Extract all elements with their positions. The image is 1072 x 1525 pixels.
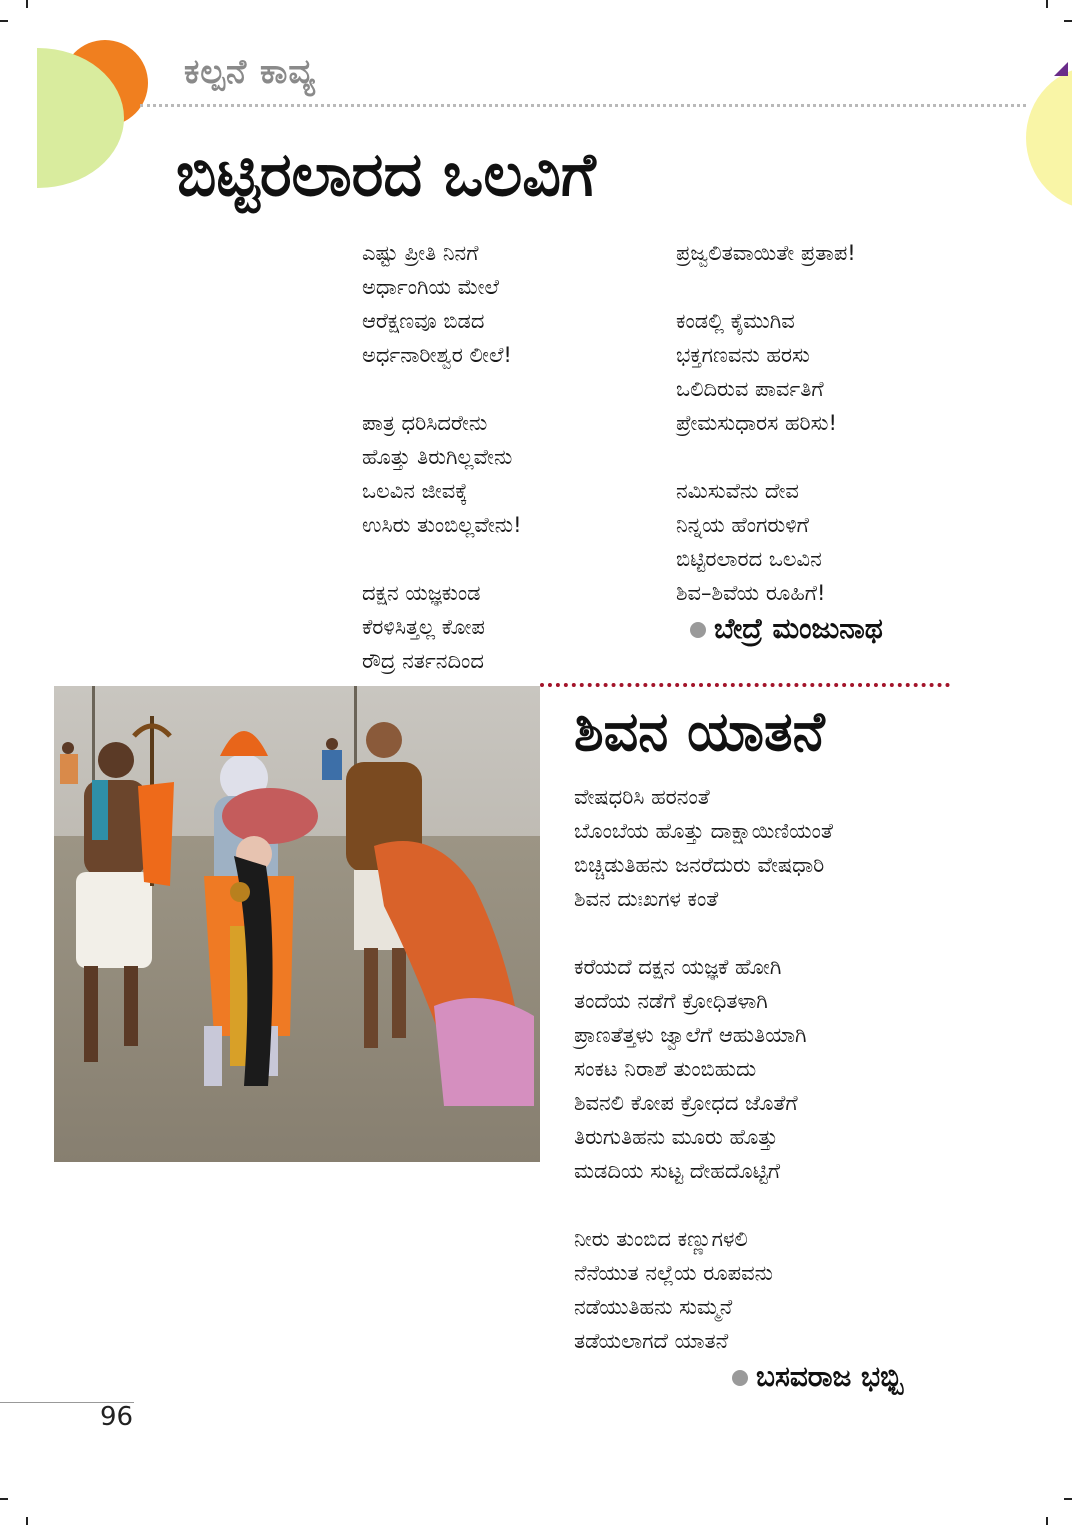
poem-line: ತಂದೆಯ ನಡೆಗೆ ಕ್ರೋಧಿತಳಾಗಿ — [574, 989, 768, 1013]
crop-mark — [1064, 1498, 1072, 1500]
poem-line: ನೀರು ತುಂಬಿದ ಕಣ್ಣುಗಳಲಿ — [574, 1227, 748, 1251]
poem-line: ನೆನೆಯುತ ನಲ್ಲೆಯ ರೂಪವನು — [574, 1261, 773, 1285]
poem-line: ಒಲಿದಿರುವ ಪಾರ್ವತಿಗೆ — [676, 377, 824, 401]
stanza-break — [574, 916, 833, 950]
poem-line: ಶಿವ–ಶಿವೆಯ ರೂಹಿಗೆ! — [676, 581, 826, 605]
poem2-author — [732, 1360, 902, 1394]
stanza-break — [362, 542, 522, 576]
stanza-break — [574, 1188, 833, 1222]
poem-line: ಸಂಕಟ ನಿರಾಶೆ ತುಂಬಿಹುದು — [574, 1057, 757, 1081]
bullet-icon — [690, 622, 706, 638]
shiva-procession-photo — [54, 686, 540, 1162]
bullet-icon — [732, 1370, 748, 1386]
yellow-halfcircle-decoration — [1026, 66, 1072, 210]
poem-line: ನಮಿಸುವೆನು ದೇವ — [676, 479, 799, 503]
crop-mark — [26, 0, 28, 8]
crop-mark — [1046, 1517, 1048, 1525]
poem1-right-column — [676, 236, 856, 610]
stanza-break — [362, 372, 522, 406]
poem2-body — [574, 780, 833, 1358]
stanza-break — [676, 270, 856, 304]
poem-line: ಪ್ರಜ್ವಲಿತವಾಯಿತೇ ಪ್ರತಾಪ! — [676, 241, 856, 265]
crop-mark — [1046, 0, 1048, 8]
crop-mark — [0, 1498, 8, 1500]
poem1-author — [690, 612, 883, 646]
poem-line: ಹೊತ್ತು ತಿರುಗಿಲ್ಲವೇನು — [362, 445, 513, 469]
poem1-author-name: ಬೇದ್ರೆ ಮಂಜುನಾಥ — [714, 612, 883, 645]
stanza-break — [676, 440, 856, 474]
crop-mark — [26, 1517, 28, 1525]
poem-line: ಅರ್ಧನಾರೀಶ್ವರ ಲೀಲೆ! — [362, 343, 512, 367]
red-dotted-divider — [540, 683, 950, 687]
poem-line: ಕೆರಳಿಸಿತ್ತಲ್ಲ ಕೋಪ — [362, 615, 485, 639]
section-title: ಕಲ್ಪನೆ ಕಾವ್ಯ — [184, 52, 316, 92]
page-number: 96 — [100, 1402, 134, 1432]
poem-line: ಪ್ರೇಮಸುಧಾರಸ ಹರಿಸು! — [676, 411, 837, 435]
poem2-title: ಶಿವನ ಯಾತನೆ — [574, 700, 825, 763]
poem-line: ಬಿಚ್ಚಿಡುತಿಹನು ಜನರೆದುರು ವೇಷಧಾರಿ — [574, 853, 825, 877]
photo-illustration — [54, 686, 540, 1162]
poem-line: ಪ್ರಾಣತೆತ್ತಳು ಜ್ವಾಲೆಗೆ ಆಹುತಿಯಾಗಿ — [574, 1023, 807, 1047]
poem-line: ನಿನ್ನಯ ಹೆಂಗರುಳಿಗೆ — [676, 513, 809, 537]
poem-line: ಬಿಟ್ಟಿರಲಾರದ ಒಲವಿನ — [676, 547, 822, 571]
crop-mark — [1064, 20, 1072, 22]
poem-line: ವೇಷಧರಿಸಿ ಹರನಂತೆ — [574, 785, 710, 809]
purple-corner-decoration — [1054, 62, 1068, 76]
poem-line: ಕಂಡಲ್ಲಿ ಕೈಮುಗಿವ — [676, 309, 795, 333]
poem-line: ಉಸಿರು ತುಂಬಿಲ್ಲವೇನು! — [362, 513, 522, 537]
poem-line: ಅರ್ಧಾಂಗಿಯ ಮೇಲೆ — [362, 275, 499, 299]
poem-line: ರೌದ್ರ ನರ್ತನದಿಂದ — [362, 649, 484, 673]
poem-line: ತಡೆಯಲಾಗದೆ ಯಾತನೆ — [574, 1329, 729, 1353]
poem2-author-name: ಬಸವರಾಜ ಭಭ್ಬಿ — [756, 1360, 903, 1393]
crop-mark — [0, 20, 8, 22]
poem-line: ಶಿವನ ದುಃಖಗಳ ಕಂತೆ — [574, 887, 719, 911]
poem-line: ಆರೆಕ್ಷಣವೂ ಬಿಡದ — [362, 309, 485, 333]
poem1-title: ಬಿಟ್ಟಿರಲಾರದ ಒಲವಿಗೆ — [176, 140, 596, 210]
poem-line: ಕರೆಯದೆ ದಕ್ಷನ ಯಜ್ಞಕೆ ಹೋಗಿ — [574, 955, 782, 979]
poem-line: ತಿರುಗುತಿಹನು ಮೂರು ಹೊತ್ತು — [574, 1125, 778, 1149]
poem-line: ಶಿವನಲಿ ಕೋಪ ಕ್ರೋಧದ ಜೊತೆಗೆ — [574, 1091, 798, 1115]
poem-line: ಬೊಂಬೆಯ ಹೊತ್ತು ದಾಕ್ಷಾಯಿಣಿಯಂತೆ — [574, 819, 833, 843]
poem-line: ಭಕ್ತಗಣವನು ಹರಸು — [676, 343, 810, 367]
poem1-left-column — [362, 236, 522, 678]
poem-line: ಪಾತ್ರ ಧರಿಸಿದರೇನು — [362, 411, 488, 435]
poem-line: ಎಷ್ಟು ಪ್ರೀತಿ ನಿನಗೆ — [362, 241, 479, 265]
section-dotted-divider — [140, 104, 1026, 107]
poem-line: ಮಡದಿಯ ಸುಟ್ಟ ದೇಹದೊಟ್ಟಿಗೆ — [574, 1159, 781, 1183]
poem-line: ನಡೆಯುತಿಹನು ಸುಮ್ಮನೆ — [574, 1295, 733, 1319]
poem-line: ದಕ್ಷನ ಯಜ್ಞಕುಂಡ — [362, 581, 481, 605]
poem-line: ಒಲವಿನ ಜೀವಕ್ಕೆ — [362, 479, 468, 503]
